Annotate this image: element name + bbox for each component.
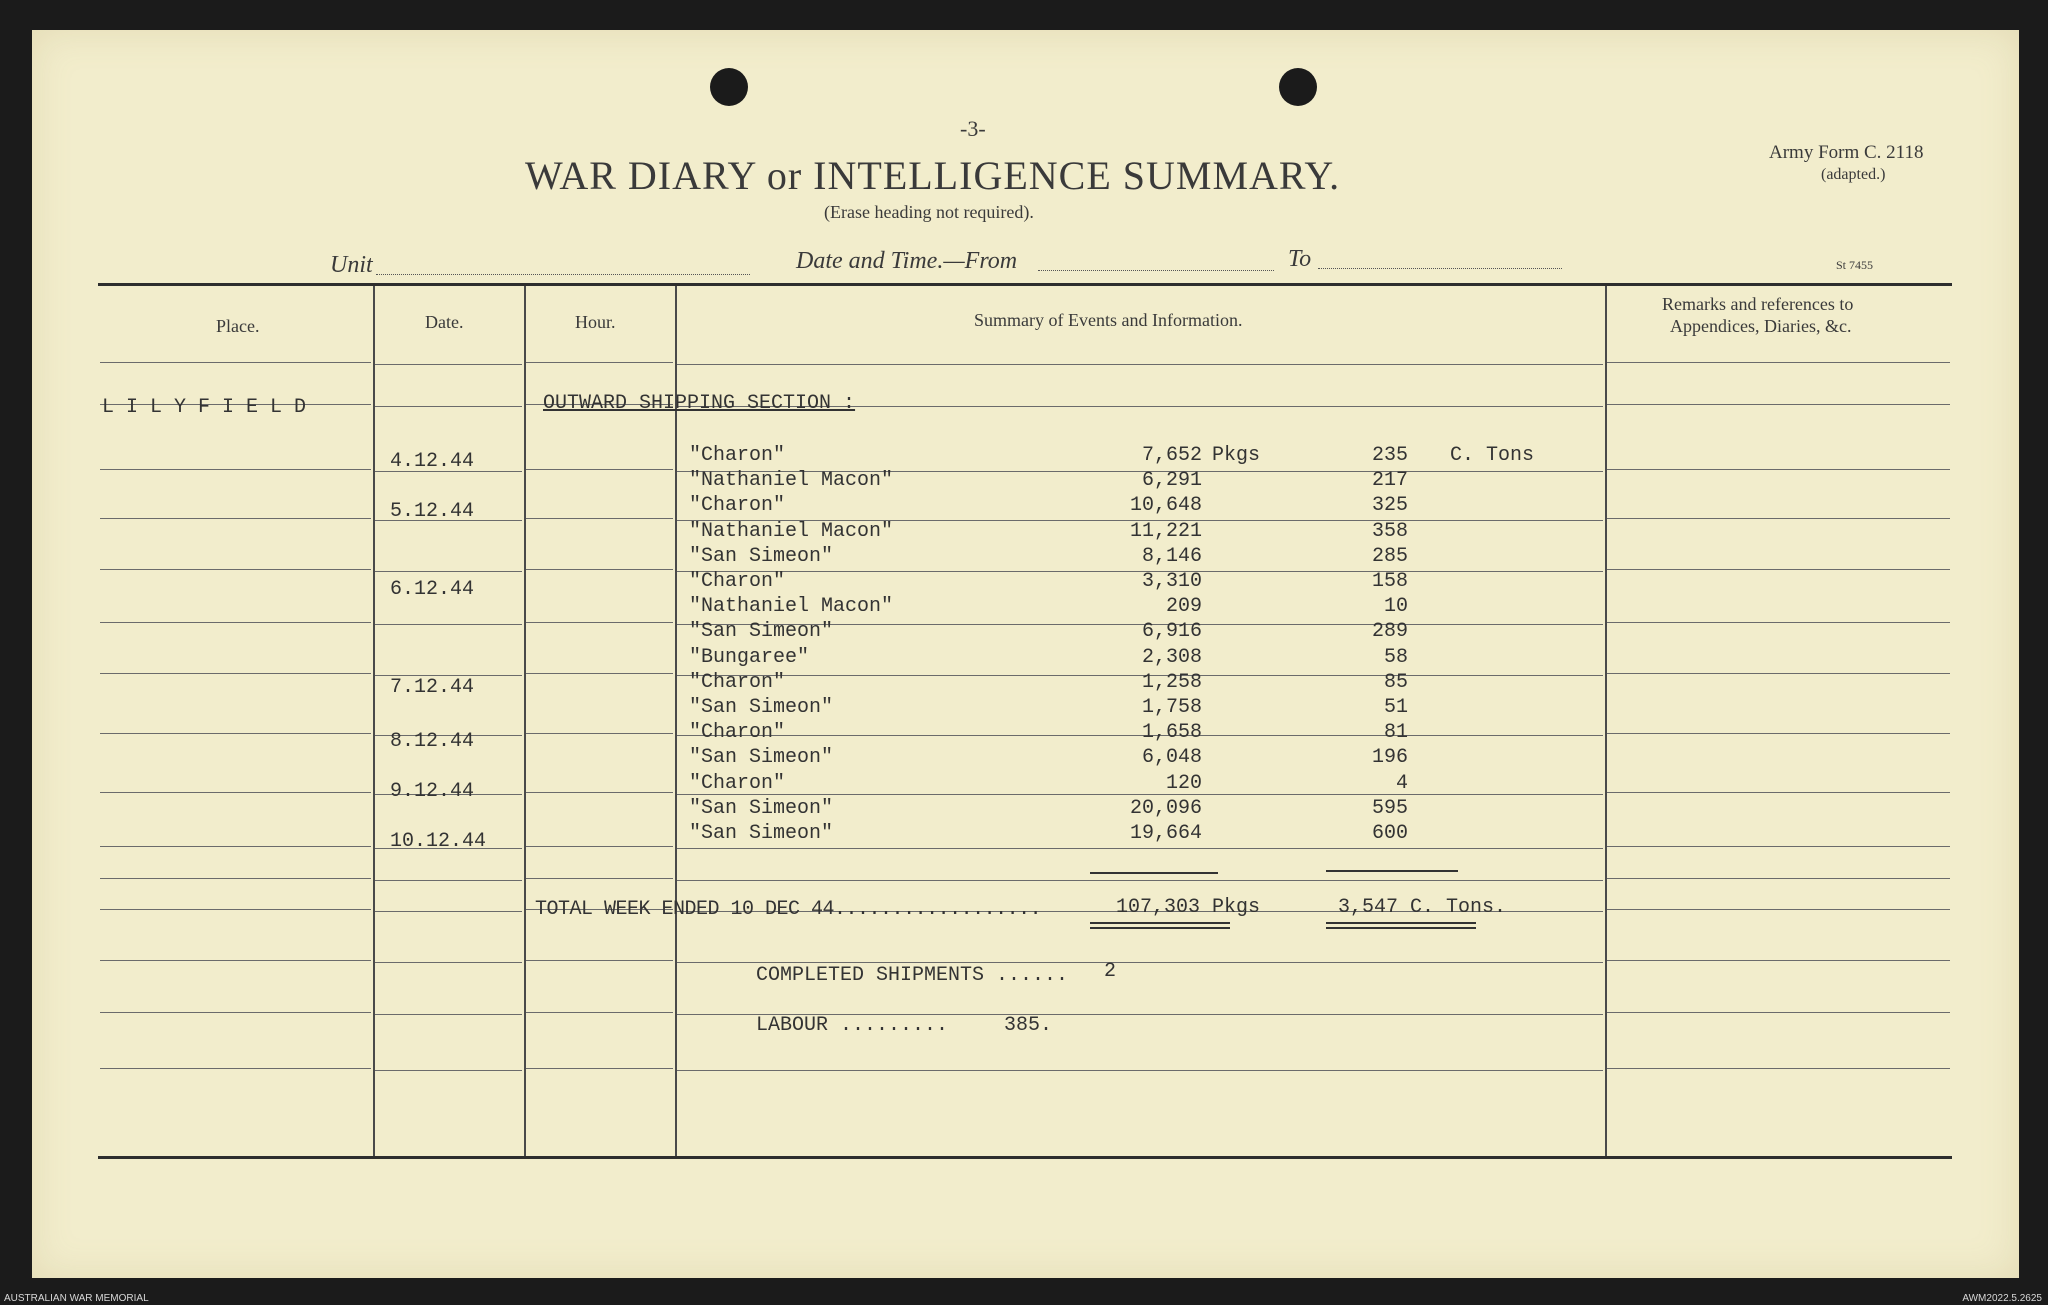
rule-line [1607,909,1950,910]
package-count: 19,664 [1129,822,1202,845]
rule-line [1607,469,1950,470]
rule-line [375,624,522,625]
page-title: WAR DIARY or INTELLIGENCE SUMMARY. [525,153,1341,198]
package-count: 6,916 [1141,620,1202,644]
punch-hole-left [710,68,748,106]
tons-rule-top [1326,870,1458,872]
table-top-rule [98,283,1952,286]
tonnage: 4 [1395,771,1408,795]
punch-hole-right [1279,68,1317,106]
rule-line [526,1012,673,1013]
col-divider-date [524,286,526,1156]
rule-line [100,1068,371,1069]
package-count: 120 [1165,771,1202,795]
rule-line [1607,569,1950,570]
package-count: 1,758 [1141,696,1202,719]
rule-line [526,569,673,570]
pkgs-double-underline-2 [1090,927,1230,929]
rule-line [526,362,673,363]
rule-line [100,569,371,570]
rule-line [100,792,371,793]
ship-name: "Charon" [689,771,786,795]
tonnage: 600 [1371,822,1408,845]
tons-unit: C. Tons [1450,444,1535,467]
rule-line [1607,878,1950,879]
rule-line [526,960,673,961]
col-header-hour: Hour. [575,312,616,332]
ship-name: "Charon" [689,721,786,745]
rule-line [100,469,371,470]
rule-line [1607,673,1950,674]
rule-line [100,960,371,961]
ship-name: "Nathaniel Macon" [689,469,894,493]
pkgs-rule-top [1090,872,1218,874]
ship-name: "San Simeon" [689,746,834,770]
col-header-summary: Summary of Events and Information. [974,310,1243,330]
ship-name: "San Simeon" [689,544,834,568]
tonnage: 158 [1371,570,1408,593]
date-from-label: Date and Time.—From [796,248,1018,274]
table-bottom-rule [98,1156,1952,1159]
tonnage: 85 [1383,670,1408,694]
to-field-line [1318,268,1562,269]
ship-name: "Charon" [689,444,786,467]
tonnage: 325 [1371,494,1408,518]
diary-date: 9.12.44 [390,780,475,803]
ship-name: "Charon" [689,570,786,593]
tonnage: 58 [1383,645,1408,669]
rule-line [677,364,1603,365]
rule-line [526,1068,673,1069]
rule-line [677,1070,1603,1071]
rule-line [100,909,371,910]
package-count: 6,291 [1141,469,1202,493]
rule-line [526,792,673,793]
rule-line [100,878,371,879]
rule-line [100,733,371,734]
rule-line [526,878,673,879]
ship-name: "San Simeon" [689,796,834,820]
col-header-remarks-2: Appendices, Diaries, &c. [1670,316,1852,336]
place-name: L I L Y F I E L D [102,396,307,419]
tonnage: 196 [1371,746,1408,770]
diary-date: 5.12.44 [390,500,475,523]
rule-line [526,733,673,734]
rule-line [1607,1012,1950,1013]
col-header-place: Place. [216,316,260,336]
rule-line [526,469,673,470]
rule-line [100,362,371,363]
rule-line [1607,404,1950,405]
page-number: -3- [960,116,986,141]
package-count: 1,658 [1141,721,1202,745]
col-divider-hour [675,286,677,1156]
unit-field-line [376,274,750,275]
print-code: St 7455 [1836,258,1874,272]
war-diary-page [32,30,2019,1278]
tonnage: 358 [1371,519,1408,543]
ship-name: "San Simeon" [689,822,834,845]
diary-date: 10.12.44 [390,830,487,853]
tons-double-underline-1 [1326,922,1476,924]
rule-line [375,1070,522,1071]
unit-label: Unit [330,252,373,278]
rule-line [375,962,522,963]
tonnage: 51 [1383,696,1408,719]
package-count: 3,310 [1141,570,1202,593]
rule-line [1607,792,1950,793]
tonnage: 10 [1383,595,1408,619]
rule-line [375,571,522,572]
ship-name: "Charon" [689,494,786,518]
date-from-field-line [1038,270,1274,271]
rule-line [1607,622,1950,623]
col-divider-place [373,286,375,1156]
tonnage: 285 [1371,544,1408,568]
tonnage: 289 [1371,620,1408,644]
rule-line [375,1014,522,1015]
package-count: 8,146 [1141,544,1202,568]
rule-line [1607,362,1950,363]
rule-line [100,518,371,519]
rule-line [1607,518,1950,519]
form-number: Army Form C. 2118 [1769,142,1924,163]
package-count: 20,096 [1129,796,1202,820]
pkgs-unit: Pkgs [1212,444,1261,467]
total-tons: 3,547 C. Tons. [1338,896,1507,919]
ship-name: "Charon" [689,670,786,694]
package-count: 2,308 [1141,645,1202,669]
rule-line [526,673,673,674]
tons-double-underline-2 [1326,927,1476,929]
rule-line [526,518,673,519]
total-week-label: TOTAL WEEK ENDED 10 DEC 44.................. [535,898,1042,921]
rule-line [375,406,522,407]
package-count: 11,221 [1129,519,1202,543]
to-label: To [1288,246,1312,272]
rule-line [375,911,522,912]
rule-line [375,880,522,881]
ship-name: "Nathaniel Macon" [689,595,894,619]
rule-line [1607,1068,1950,1069]
col-header-date: Date. [425,312,464,332]
rule-line [526,622,673,623]
total-pkgs: 107,303 Pkgs [1116,896,1261,919]
diary-date: 4.12.44 [390,450,475,473]
package-count: 7,652 [1141,444,1202,467]
pkgs-double-underline-1 [1090,922,1230,924]
ship-name: "San Simeon" [689,620,834,644]
footer-right: AWM2022.5.2625 [1962,1293,2042,1304]
form-adapted: (adapted.) [1821,166,1886,183]
completed-shipments-value: 2 [1104,960,1117,983]
diary-date: 6.12.44 [390,578,475,601]
rule-line [100,622,371,623]
tonnage: 235 [1371,444,1408,467]
tonnage: 217 [1371,469,1408,493]
rule-line [100,1012,371,1013]
rule-line [677,848,1603,849]
page-subtitle: (Erase heading not required). [824,202,1034,222]
rule-line [100,673,371,674]
package-count: 1,258 [1141,670,1202,694]
col-header-remarks-1: Remarks and references to [1662,294,1854,314]
rule-line [677,880,1603,881]
section-heading: OUTWARD SHIPPING SECTION : [543,392,856,415]
package-count: 6,048 [1141,746,1202,770]
rule-line [375,364,522,365]
ship-name: "Nathaniel Macon" [689,519,894,543]
package-count: 209 [1165,595,1202,619]
diary-date: 8.12.44 [390,730,475,753]
diary-date: 7.12.44 [390,676,475,699]
tonnage: 595 [1371,796,1408,820]
labour-value: 385. [1004,1014,1053,1037]
completed-shipments-label: COMPLETED SHIPMENTS ...... [756,964,1069,987]
labour-label: LABOUR ......... [756,1014,949,1037]
rule-line [1607,846,1950,847]
footer-left: AUSTRALIAN WAR MEMORIAL [4,1293,149,1304]
rule-line [677,962,1603,963]
ship-name: "Bungaree" [689,645,810,669]
rule-line [100,846,371,847]
rule-line [1607,733,1950,734]
tonnage: 81 [1383,721,1408,745]
ship-name: "San Simeon" [689,696,834,719]
col-divider-summary [1605,286,1607,1156]
rule-line [526,846,673,847]
rule-line [1607,960,1950,961]
package-count: 10,648 [1129,494,1202,518]
